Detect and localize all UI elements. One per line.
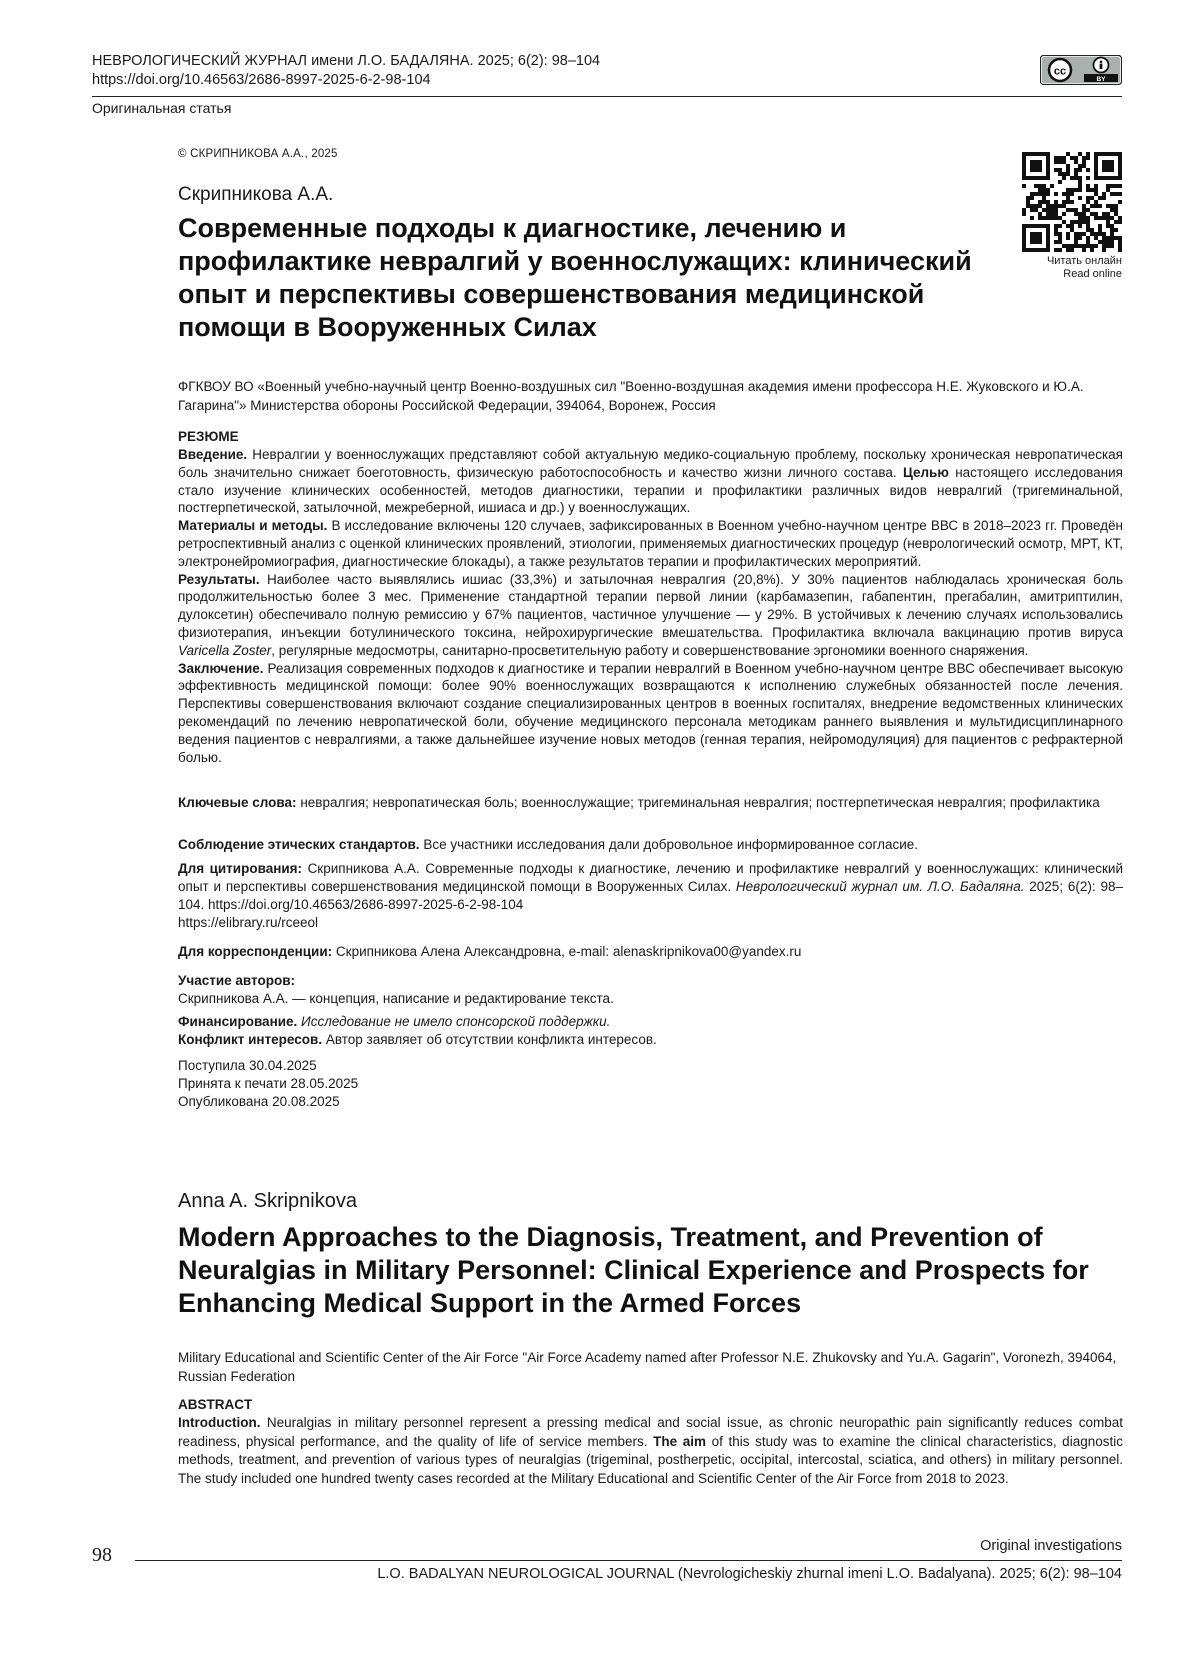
intro-text-2-en: of this study was to examine the clinical characteristics, diagnostic methods, treatment, and prevention of various types of neuralgias (trigeminal, postherpetic, occipital, intercostal, sciatica, and others) in military personnel. The study included one hundred twenty cases recorded at the Military Educational and Scientific Center of the Air Force from 2018 to 2023. — [178, 1433, 1123, 1486]
aim-label: Целью — [902, 464, 949, 480]
abstract-en — [178, 1396, 1123, 1488]
footer-rule — [135, 1560, 1122, 1561]
keywords-label: Ключевые слова: — [178, 795, 297, 810]
abstract-results-ru — [178, 571, 1123, 660]
abstract-heading-ru: РЕЗЮМЕ — [178, 429, 239, 444]
affiliation-ru: ФГКВОУ ВО «Военный учебно-научный центр Военно-воздушных сил "Военно-воздушная академия имени профессора Н.Е. Жуковского и Ю.А. Гагарина"» Министерства обороны Российской Федерации, 394064, Воронеж, Россия — [178, 379, 1084, 413]
journal-header — [92, 52, 600, 90]
contributions-ru — [178, 972, 1123, 1008]
funding-text: Исследование не имело спонсорской поддержки. — [301, 1014, 611, 1029]
funding-conflict-ru — [178, 1013, 1123, 1049]
intro-text-2: настоящего исследования стало изучение клинических особенностей, методов диагностики, терапии и профилактики различных видов невралгий (тригеминальной, постгерпетической, затылочной, межреберной, ишиаса и др.) у военнослужащих. — [178, 464, 1123, 516]
keywords-text: невралгия; невропатическая боль; военнослужащие; тригеминальная невралгия; постгерпетическая невралгия; профилактика — [300, 795, 1100, 810]
methods-text: В исследование включены 120 случаев, зафиксированных в Военном учебно-научном центре ВВС в 2018–2023 гг. Проведён ретроспективный анализ с оценкой клинических проявлений, этиологии, применяемых диагностических процедур (неврологический осмотр, МРТ, КТ, электронейромиография, диагностические блокады), а также результатов терапии и профилактических мероприятий. — [178, 518, 1123, 569]
journal-line: НЕВРОЛОГИЧЕСКИЙ ЖУРНАЛ имени Л.О. БАДАЛЯНА. 2025; 6(2): 98–104 — [92, 53, 601, 69]
conflict-label: Конфликт интересов. — [178, 1032, 323, 1047]
funding-label: Финансирование. — [178, 1014, 298, 1029]
abstract-heading-en: ABSTRACT — [178, 1397, 253, 1412]
abstract-methods-ru — [178, 517, 1123, 570]
citation-italic: Неврологический журнал им. Л.О. Бадаляна. — [735, 879, 1025, 894]
conclusion-label: Заключение. — [178, 660, 264, 676]
qr-code-icon[interactable] — [1022, 152, 1122, 252]
title-en: Modern Approaches to the Diagnosis, Treatment, and Prevention of Neuralgias in Military Personnel: Clinical Experience and Prospects for Enhancing Medical Support in the Armed Forces — [178, 1222, 1089, 1318]
affiliation-en: Military Educational and Scientific Center of the Air Force "Air Force Academy named after Professor N.E. Zhukovsky and Yu.A. Gagarin", Voronezh, 394064, Russian Federation — [178, 1350, 1117, 1384]
conflict-text: Автор заявляет об отсутствии конфликта интересов. — [325, 1032, 657, 1047]
citation-label: Для цитирования: — [178, 861, 303, 876]
intro-label: Введение. — [178, 447, 248, 462]
citation-text-2[interactable]: 2025; 6(2): 98–104. https://doi.org/10.46563/2686-8997-2025-6-2-98-104 — [178, 879, 1123, 912]
footer-journal: L.O. BADALYAN NEUROLOGICAL JOURNAL (Nevrologicheskiy zhurnal imeni L.O. Badalyana). 2025; 6(2): 98–104 — [377, 1566, 1122, 1582]
citation-ru — [178, 860, 1123, 932]
ethics-text: Все участники исследования дали добровольное информированное согласие. — [423, 837, 919, 852]
page-number: 98 — [92, 1544, 112, 1566]
read-online-label — [1000, 255, 1122, 281]
results-text-2: , регулярные медосмотры, санитарно-просветительную работу и совершенствование эргономики военного снаряжения. — [271, 642, 1029, 658]
read-online-ru: Читать онлайн — [1046, 255, 1122, 267]
published-date: Опубликована 20.08.2025 — [178, 1094, 340, 1109]
correspondence-ru — [178, 943, 1123, 961]
svg-text:cc: cc — [1053, 65, 1067, 78]
ethics-ru — [178, 836, 1123, 854]
abstract-ru — [178, 428, 1123, 766]
author-en: Anna A. Skripnikova — [178, 1190, 357, 1212]
corr-label: Для корреспонденции: — [178, 944, 333, 959]
author-ru: Скрипникова А.А. — [178, 184, 334, 205]
footer-article-type: Original investigations — [980, 1538, 1122, 1554]
intro-label-en: Introduction. — [178, 1415, 261, 1430]
license-text: BY — [1096, 76, 1106, 83]
header-rule — [92, 96, 1122, 97]
cc-by-icon[interactable] — [1040, 55, 1122, 85]
methods-label: Материалы и методы. — [178, 518, 328, 534]
ethics-label: Соблюдение этических стандартов. — [178, 837, 420, 852]
received-date: Поступила 30.04.2025 — [178, 1058, 317, 1073]
keywords-ru — [178, 794, 1123, 812]
article-type: Оригинальная статья — [92, 100, 232, 116]
title-ru: Современные подходы к диагностике, лечению и профилактике невралгий у военнослужащих: клинический опыт и перспективы совершенствования медицинской помощи в Вооруженных Силах — [178, 213, 972, 342]
intro-text-1: Невралгии у военнослужащих представляют собой актуальную медико-социальную проблему, поскольку хроническая невропатическая боль значительно снижает боеготовность, физическую работоспособность и качество жизни личного состава. — [178, 447, 1123, 480]
copyright: © СКРИПНИКОВА А.А., 2025 — [178, 148, 338, 160]
read-online-en: Read online — [1063, 268, 1122, 280]
abstract-intro-en — [178, 1414, 1123, 1488]
dates-ru — [178, 1057, 1123, 1111]
results-italic: Varicella Zoster — [178, 642, 272, 658]
abstract-intro-ru — [178, 446, 1123, 517]
corr-text[interactable]: Скрипникова Алена Александровна, e-mail: alenaskripnikova00@yandex.ru — [335, 944, 802, 959]
aim-label-en: The aim — [653, 1433, 706, 1449]
contrib-text: Скрипникова А.А. — концепция, написание и редактирование текста. — [178, 991, 614, 1006]
contrib-label: Участие авторов: — [178, 973, 296, 988]
results-label: Результаты. — [178, 571, 260, 587]
intro-text-1-en: Neuralgias in military personnel represent a pressing medical and social issue, as chronic neuropathic pain significantly reduces combat readiness, physical performance, and the quality of life of service members. — [178, 1415, 1123, 1449]
doi-link[interactable]: https://doi.org/10.46563/2686-8997-2025-6-2-98-104 — [92, 72, 431, 88]
conclusion-text: Реализация современных подходов к диагностике и терапии невралгий в Военном учебно-научном центре ВВС обеспечивает высокую эффективность медицинской помощи: более 90% военнослужащих возвращаются к исполнению служебных обязанностей после лечения. Перспективы совершенствования включают создание специализированных центров в военных госпиталях, внедрение ведомственных клинических рекомендаций по лечению невропатической боли, обучение медицинского персонала методикам раннего выявления и мультидисциплинарного ведения пациентов с невралгиями, а также дальнейшее изучение новых методов (генная терапия, нейромодуляция) для пациентов с рефрактерной болью. — [178, 660, 1123, 765]
accepted-date: Принята к печати 28.05.2025 — [178, 1076, 359, 1091]
citation-url[interactable]: https://elibrary.ru/rceeol — [178, 915, 319, 930]
abstract-conclusion-ru — [178, 660, 1123, 767]
results-text-1: Наиболее часто выявлялись ишиас (33,3%) и затылочная невралгия (20,8%). У 30% пациентов наблюдалась хроническая боль продолжительностью более 3 мес. Применение стандартной терапии первой линии (карбамазепин, габапентин, прегабалин, амитриптилин, дулоксетин) обеспечивало полную ремиссию у 67% пациентов, частичное улучшение — у 29%. В устойчивых к лечению случаях использовались физиотерапия, инъекции ботулинического токсина, нейрохирургические вмешательства. Профилактика включала вакцинацию против вируса — [178, 571, 1123, 640]
citation-text-1: Скрипникова А.А. Современные подходы к диагностике, лечению и профилактике невралгий у военнослужащих: клинический опыт и перспективы совершенствования медицинской помощи в Вооруженных Силах. — [178, 861, 1123, 894]
